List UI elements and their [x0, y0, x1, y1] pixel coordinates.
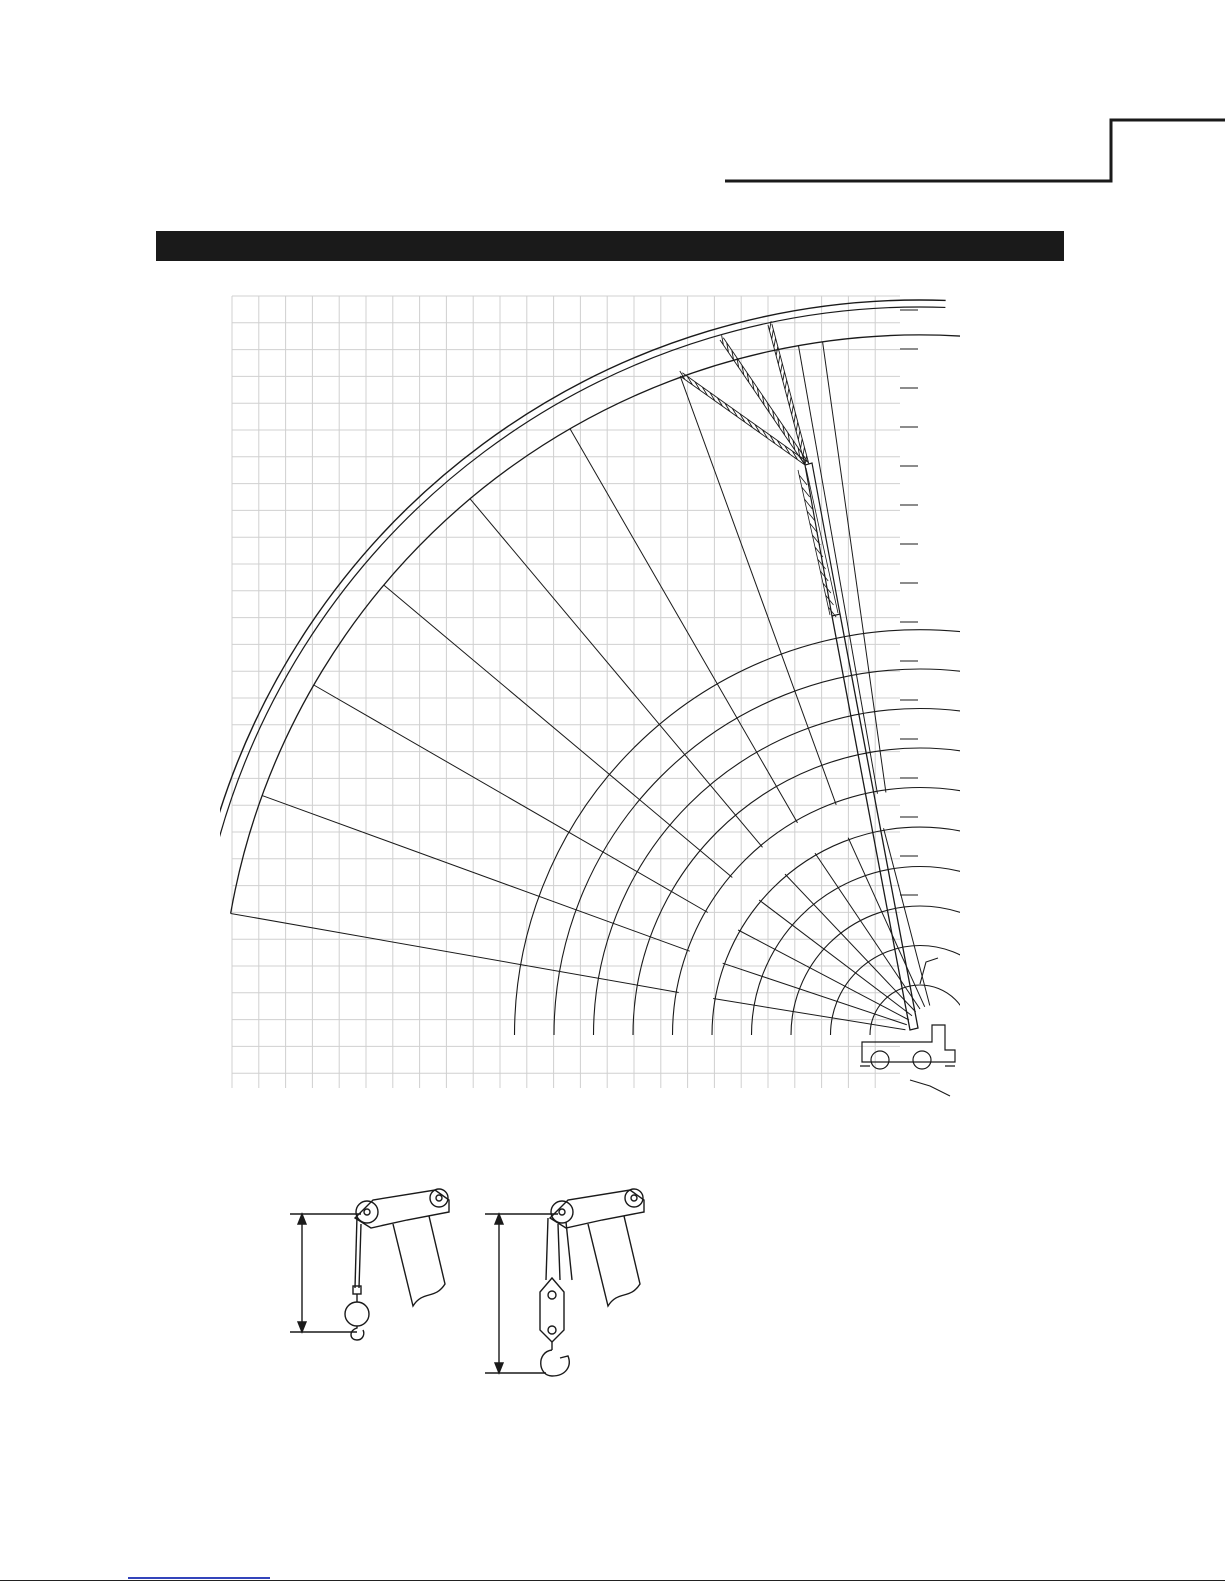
header-tab-bracket: [0, 0, 1225, 200]
boom-sweep-arc: [220, 300, 946, 845]
boom-angle-line: [570, 429, 798, 823]
radius-angle-line: [815, 853, 920, 1009]
overhaul-ball-detail: [285, 1180, 475, 1360]
radius-angle-line: [884, 828, 930, 1005]
carrier: [860, 1025, 955, 1069]
boom-sweep-arc: [231, 335, 960, 913]
pivot-leader-arrow: [910, 1080, 950, 1096]
section-title-bar: [156, 231, 1064, 261]
hook-block-detail: [480, 1180, 670, 1395]
footer-rule: [0, 1580, 1225, 1581]
load-radius-arc: [554, 669, 960, 1035]
footer-link-underline: [128, 1577, 270, 1579]
lattice-mast: [798, 468, 838, 617]
boom-angle-line: [384, 585, 733, 877]
grid: [232, 296, 900, 1088]
boom-angle-line: [798, 346, 877, 794]
boom-angle-line: [262, 796, 690, 952]
boom-sweep-arc: [220, 307, 945, 853]
boom-angle-line: [231, 913, 679, 992]
working-range-diagram: [220, 290, 960, 1110]
lattice-jib: [680, 321, 809, 465]
boom-angle-line: [470, 499, 762, 848]
boom-angle-line: [314, 685, 708, 913]
